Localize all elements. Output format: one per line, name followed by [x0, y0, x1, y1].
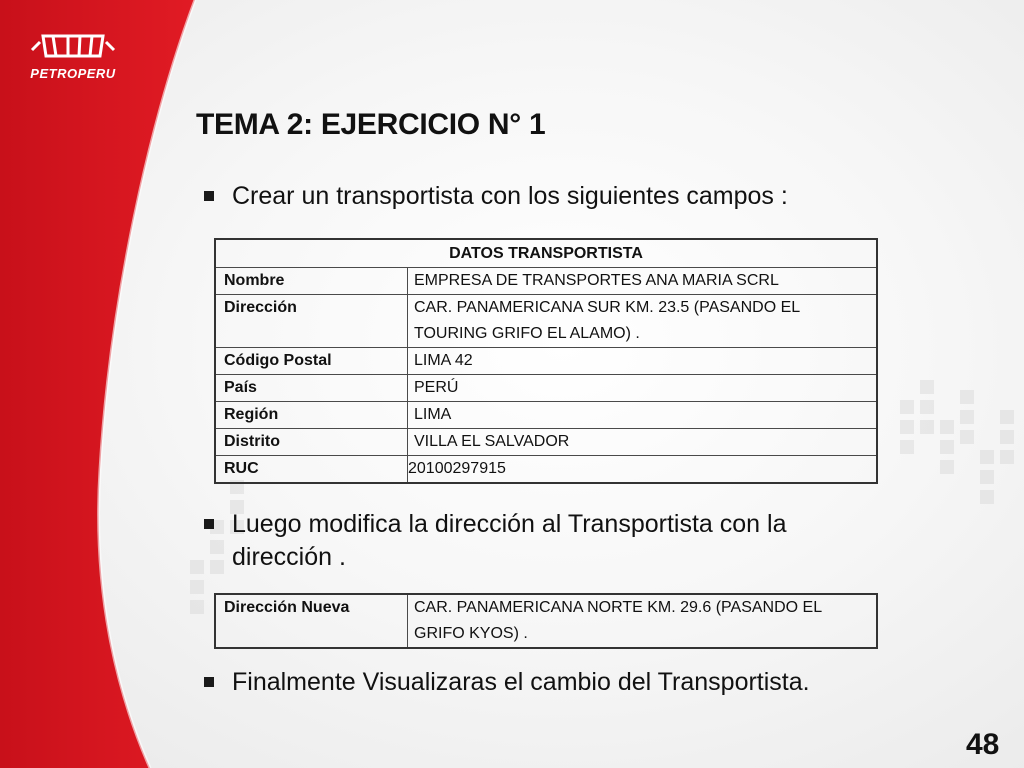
bullet-item — [204, 508, 904, 578]
table-row — [215, 268, 877, 295]
bullet-item — [204, 666, 904, 706]
logo-text: PETROPERU — [30, 66, 116, 81]
table-header-row — [215, 239, 877, 268]
field-label: Nombre — [215, 268, 408, 295]
table-row — [215, 429, 877, 456]
page-number: 48 — [966, 728, 1000, 761]
field-value: VILLA EL SALVADOR — [408, 429, 878, 456]
field-value: LIMA — [408, 402, 878, 429]
transportista-table — [214, 238, 878, 484]
field-value: CAR. PANAMERICANA NORTE KM. 29.6 (PASANDO EL GRIFO KYOS) . — [408, 594, 878, 648]
nueva-direccion-table — [214, 593, 878, 649]
bullet-square-icon — [204, 519, 214, 529]
field-value: EMPRESA DE TRANSPORTES ANA MARIA SCRL — [408, 268, 878, 295]
bullet-text: Luego modifica la dirección al Transportista con la dirección . — [232, 510, 787, 571]
table-row — [215, 295, 877, 348]
bullet-text: Finalmente Visualizaras el cambio del Transportista. — [232, 668, 810, 696]
field-value: CAR. PANAMERICANA SUR KM. 23.5 (PASANDO EL TOURING GRIFO EL ALAMO) . — [408, 295, 878, 348]
table-row — [215, 375, 877, 402]
field-label: Distrito — [215, 429, 408, 456]
ruc-value: 20100297915 — [408, 460, 506, 477]
bullet-square-icon — [204, 677, 214, 687]
field-label: Región — [215, 402, 408, 429]
field-value: PERÚ — [408, 375, 878, 402]
table-header: DATOS TRANSPORTISTA — [215, 239, 877, 268]
field-value: LIMA 42 — [408, 348, 878, 375]
table-row — [215, 456, 877, 484]
table-row — [215, 594, 877, 648]
field-label: País — [215, 375, 408, 402]
field-label: Código Postal — [215, 348, 408, 375]
bullet-square-icon — [204, 191, 214, 201]
field-label: Dirección — [215, 295, 408, 348]
table-row — [215, 402, 877, 429]
field-value — [408, 456, 878, 484]
table-row — [215, 348, 877, 375]
field-label: RUC — [215, 456, 408, 484]
field-label: Dirección Nueva — [215, 594, 408, 648]
bullet-item — [204, 180, 904, 220]
slide-title: TEMA 2: EJERCICIO N° 1 — [196, 108, 546, 141]
bullet-text: Crear un transportista con los siguientes campos : — [232, 182, 788, 210]
